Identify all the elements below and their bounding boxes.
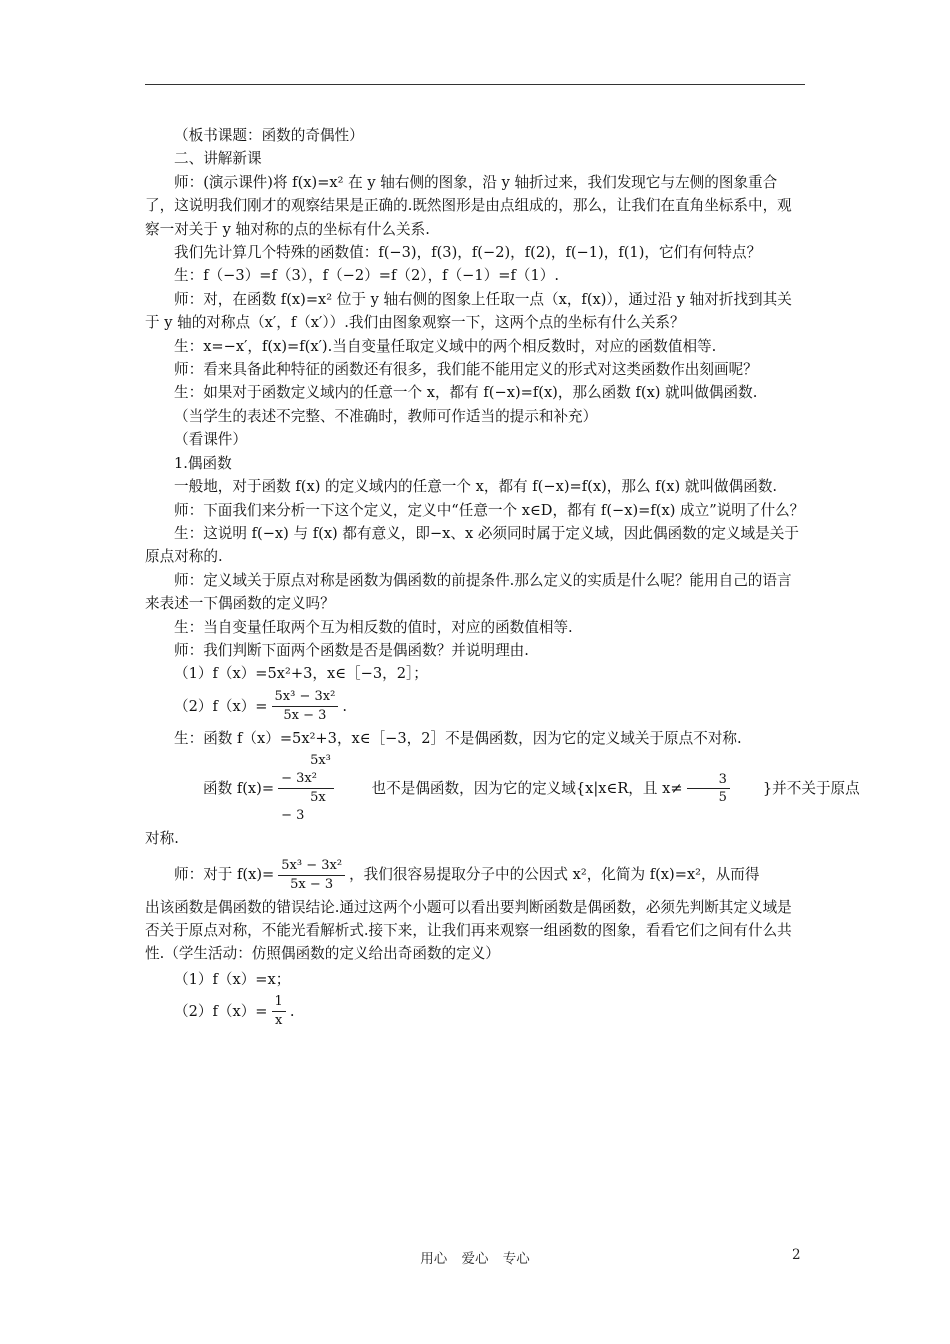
answer-2-small-fraction xyxy=(687,771,730,806)
header-rule xyxy=(145,84,805,85)
fraction-denominator: 5x − 3 xyxy=(283,707,327,723)
teacher-simplify-suffix: ，我们很容易提取分子中的公因式 x²，化简为 f(x)=x²，从而得 xyxy=(349,866,760,884)
teacher-simplify xyxy=(145,857,805,894)
blackboard-topic: （板书课题：函数的奇偶性） xyxy=(174,127,364,144)
fraction-denominator: 5 xyxy=(718,790,727,806)
teacher-simplify-prefix: 师：对于 f(x)= xyxy=(174,866,275,884)
odd-example-2 xyxy=(145,993,805,1030)
student-own-words: 生：当自变量任取两个互为相反数的值时，对应的函数值相等. xyxy=(174,618,573,636)
fraction-numerator: 5x³ − 3x² xyxy=(278,752,334,789)
answer-example-1: 生：函数 f（x）=5x²+3，x∈［−3，2］不是偶函数，因为它的定义域关于原点不对称. xyxy=(174,729,742,747)
odd-example-1: （1）f（x）=x； xyxy=(174,970,291,988)
example-2-fraction xyxy=(272,688,339,725)
example-2-prefix: （2）f（x）= xyxy=(174,697,268,715)
teacher-simplify-fraction xyxy=(278,857,345,894)
answer-example-2 xyxy=(145,752,860,825)
page-number: 2 xyxy=(792,1247,801,1263)
student-answer-1: 生：f（−3）=f（3），f（−2）=f（2），f（−1）=f（1）. xyxy=(174,267,560,285)
teacher-simplify-tail: 出该函数是偶函数的错误结论.通过这两个小题可以看出要判断函数是偶函数，必须先判断其定义域是否关于原点对称，不能光看解析式.接下来，让我们再来观察一组函数的图象，看看它们之间有什么共性.（学生活动：仿照偶函数的定义给出奇函数的定义） xyxy=(145,898,792,963)
fraction-denominator: 5x − 3 xyxy=(281,790,326,824)
answer-2-fraction xyxy=(278,752,334,825)
teacher-symmetric-point: 师：对，在函数 f(x)=x² 位于 y 轴右侧的图象上任取一点（x，f(x)），通过沿 y 轴对折找到其关于 y 轴的对称点（x′，f（x′））.我们由图象观察一下，这两个点的坐标有什么关系？ xyxy=(145,290,792,332)
student-answer-2: 生：x=−x′，f(x)=f(x′).当自变量任取定义域中的两个相反数时，对应的函数值相等. xyxy=(174,337,717,355)
even-function-definition: 一般地，对于函数 f(x) 的定义域内的任意一个 x，都有 f(−x)=f(x)，那么 f(x) 就叫做偶函数. xyxy=(174,478,778,496)
odd-example-2-fraction xyxy=(272,993,286,1030)
example-1: （1）f（x）=5x²+3，x∈［−3，2］； xyxy=(174,665,428,683)
teacher-note: （当学生的表述不完整、不准确时，教师可作适当的提示和补充） xyxy=(174,407,598,425)
fraction-denominator: x xyxy=(275,1013,283,1029)
odd-example-2-suffix: . xyxy=(289,1002,295,1020)
fraction-numerator: 5x³ − 3x² xyxy=(272,688,339,707)
fraction-denominator: 5x − 3 xyxy=(290,876,334,892)
example-2 xyxy=(145,688,805,725)
teacher-question: 师：看来具备此种特征的函数还有很多，我们能不能用定义的形式对这类函数作出刻画呢？ xyxy=(174,361,758,379)
answer-2-tail: 对称. xyxy=(145,830,179,848)
subheading-even-function: 1.偶函数 xyxy=(174,454,232,472)
odd-example-2-prefix: （2）f（x）= xyxy=(174,1002,268,1020)
student-explanation: 生：这说明 f(−x) 与 f(x) 都有意义，即−x、x 必须同时属于定义域，因此偶函数的定义域是关于原点对称的. xyxy=(145,524,799,566)
answer-2-prefix: 函数 f(x)= xyxy=(203,779,275,797)
teacher-analysis: 师：下面我们来分析一下这个定义，定义中“任意一个 x∈D，都有 f(−x)=f(x) 成立”说明了什么？ xyxy=(174,501,805,519)
student-definition: 生：如果对于函数定义域内的任意一个 x，都有 f(−x)=f(x)，那么函数 f(x) 就叫做偶函数. xyxy=(174,384,758,402)
teacher-essence: 师：定义域关于原点对称是函数为偶函数的前提条件.那么定义的实质是什么呢？能用自己的语言来表述一下偶函数的定义吗？ xyxy=(145,571,792,613)
fraction-numerator: 5x³ − 3x² xyxy=(278,857,345,876)
page-body xyxy=(145,124,860,1032)
fraction-numerator: 1 xyxy=(272,993,286,1012)
paragraph-compute: 我们先计算几个特殊的函数值：f(−3)，f(3)，f(−2)，f(2)，f(−1)，f(1)，它们有何特点？ xyxy=(174,244,762,262)
view-courseware: （看课件） xyxy=(174,431,247,449)
answer-2-middle: 也不是偶函数，因为它的定义域{x|x∈R，且 x≠ xyxy=(366,779,683,797)
footer-motto: 用心 爱心 专心 xyxy=(420,1251,530,1267)
example-2-suffix: . xyxy=(342,697,347,715)
fraction-numerator: 3 xyxy=(687,771,730,789)
teacher-judge: 师：我们判断下面两个函数是否是偶函数？并说明理由. xyxy=(174,641,529,659)
paragraph-demo: 师：(演示课件)将 f(x)=x² 在 y 轴右侧的图象，沿 y 轴折过来，我们发现它与左侧的图象重合了，这说明我们刚才的观察结果是正确的.既然图形是由点组成的，那么，让我们在直角坐标系中，观察一对关于 y 轴对称的点的坐标有什么关系. xyxy=(145,173,792,238)
answer-2-suffix: }并不关于原点 xyxy=(762,779,860,797)
section-heading: 二、讲解新课 xyxy=(174,150,262,168)
